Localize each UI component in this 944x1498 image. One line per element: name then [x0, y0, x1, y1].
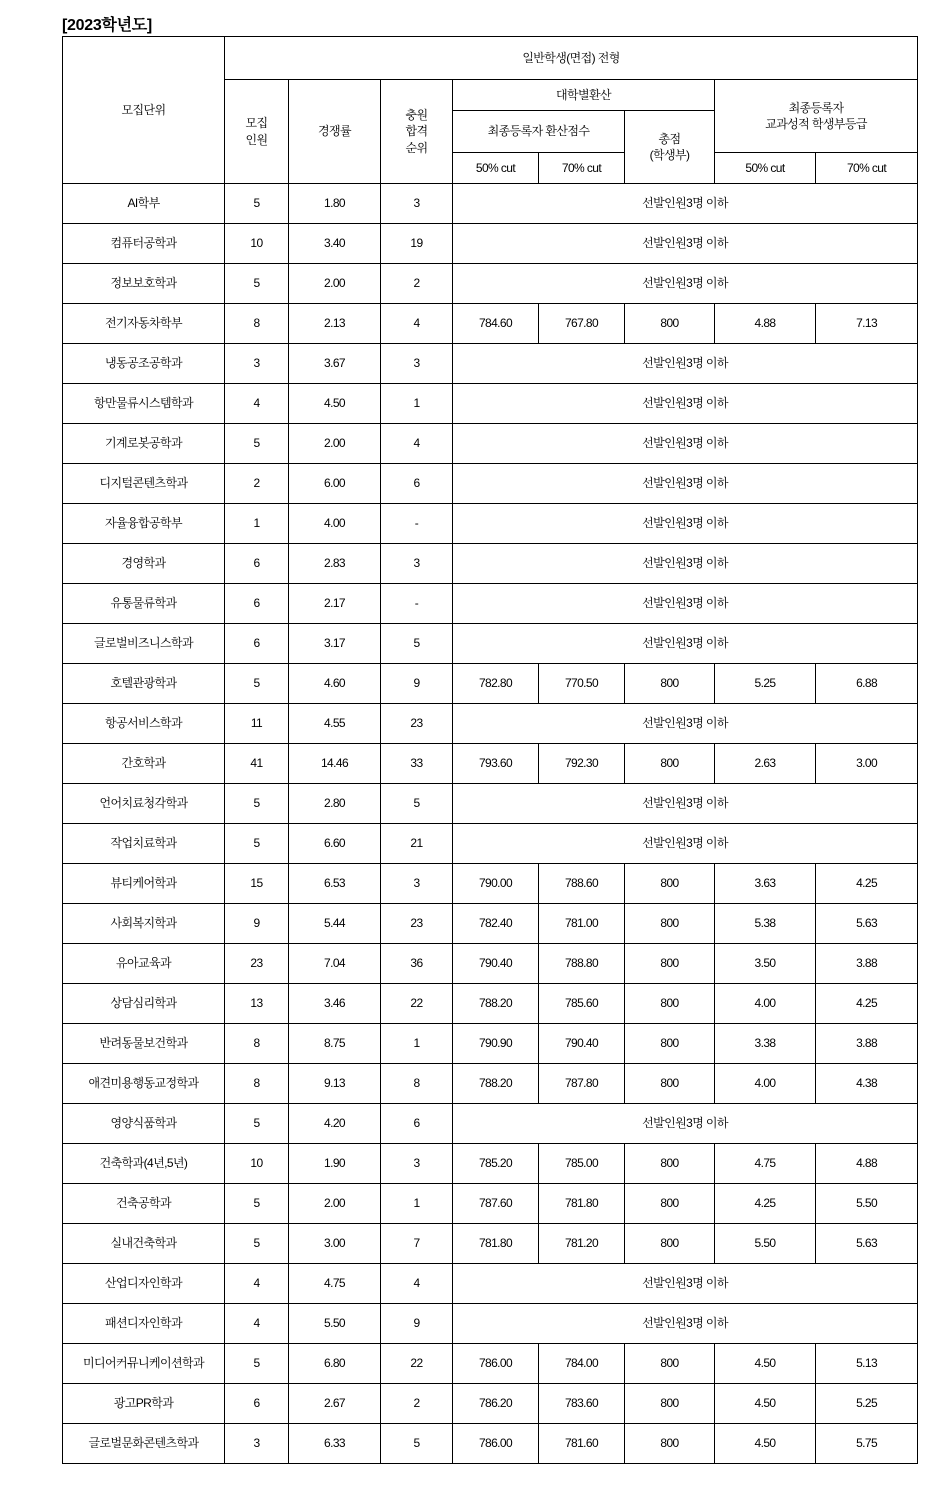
- cell-note: 선발인원3명 이하: [453, 384, 918, 424]
- cell-grade-cut70: 5.50: [816, 1184, 918, 1224]
- cell-quota: 6: [225, 624, 289, 664]
- cell-ratio: 2.17: [289, 584, 381, 624]
- table-row: [63, 704, 918, 744]
- header-final-grade-group: [715, 80, 918, 153]
- cell-quota: 2: [225, 464, 289, 504]
- cell-rank: 9: [381, 1304, 453, 1344]
- table-row: [63, 1424, 918, 1464]
- cell-ratio: 1.80: [289, 184, 381, 224]
- cell-ratio: 4.60: [289, 664, 381, 704]
- cell-quota: 5: [225, 664, 289, 704]
- cell-total: 800: [625, 944, 715, 984]
- table-row: [63, 1184, 918, 1224]
- cell-rank: -: [381, 504, 453, 544]
- table-row: [63, 624, 918, 664]
- cell-ratio: 4.00: [289, 504, 381, 544]
- cell-grade-cut50: 4.25: [715, 1184, 816, 1224]
- cell-rank: 23: [381, 904, 453, 944]
- cell-unit: 패션디자인학과: [63, 1304, 225, 1344]
- table-row: [63, 1064, 918, 1104]
- cell-unit: 상담심리학과: [63, 984, 225, 1024]
- cell-ratio: 7.04: [289, 944, 381, 984]
- cell-rank: 2: [381, 264, 453, 304]
- cell-unit: 영양식품학과: [63, 1104, 225, 1144]
- cell-cut50: 782.40: [453, 904, 539, 944]
- cell-quota: 8: [225, 1024, 289, 1064]
- cell-grade-cut50: 4.75: [715, 1144, 816, 1184]
- cell-total: 800: [625, 1344, 715, 1384]
- cell-total: 800: [625, 1384, 715, 1424]
- cell-quota: 9: [225, 904, 289, 944]
- page-title: [2023학년도]: [62, 17, 152, 34]
- cell-grade-cut70: 4.88: [816, 1144, 918, 1184]
- cell-ratio: 2.80: [289, 784, 381, 824]
- cell-grade-cut50: 4.00: [715, 1064, 816, 1104]
- cell-quota: 5: [225, 784, 289, 824]
- cell-ratio: 5.44: [289, 904, 381, 944]
- cell-unit: 미디어커뮤니케이션학과: [63, 1344, 225, 1384]
- cell-grade-cut50: 4.88: [715, 304, 816, 344]
- cell-grade-cut70: 4.25: [816, 864, 918, 904]
- table-row: [63, 1144, 918, 1184]
- cell-grade-cut50: 3.50: [715, 944, 816, 984]
- cell-rank: 33: [381, 744, 453, 784]
- cell-ratio: 6.33: [289, 1424, 381, 1464]
- cell-quota: 8: [225, 1064, 289, 1104]
- cell-note: 선발인원3명 이하: [453, 584, 918, 624]
- cell-unit: 애견미용행동교정학과: [63, 1064, 225, 1104]
- header-cut70: 70% cut: [539, 153, 625, 184]
- cell-ratio: 2.00: [289, 264, 381, 304]
- cell-quota: 5: [225, 264, 289, 304]
- cell-rank: 22: [381, 1344, 453, 1384]
- cell-quota: 11: [225, 704, 289, 744]
- table-row: [63, 504, 918, 544]
- cell-quota: 5: [225, 424, 289, 464]
- cell-grade-cut70: 3.00: [816, 744, 918, 784]
- table-row: [63, 584, 918, 624]
- cell-total: 800: [625, 864, 715, 904]
- cell-quota: 4: [225, 1304, 289, 1344]
- cell-ratio: 8.75: [289, 1024, 381, 1064]
- cell-rank: 3: [381, 544, 453, 584]
- header-final-grade-line2: 교과성적 학생부등급: [765, 117, 867, 131]
- cell-quota: 6: [225, 544, 289, 584]
- cell-note: 선발인원3명 이하: [453, 464, 918, 504]
- cell-total: 800: [625, 304, 715, 344]
- cell-rank: 6: [381, 1104, 453, 1144]
- cell-rank: 4: [381, 1264, 453, 1304]
- table-row: [63, 1344, 918, 1384]
- cell-rank: 8: [381, 1064, 453, 1104]
- table-row: [63, 744, 918, 784]
- cell-note: 선발인원3명 이하: [453, 1264, 918, 1304]
- cell-ratio: 2.67: [289, 1384, 381, 1424]
- cell-ratio: 1.90: [289, 1144, 381, 1184]
- cell-cut50: 784.60: [453, 304, 539, 344]
- cell-note: 선발인원3명 이하: [453, 184, 918, 224]
- cell-unit: 뷰티케어학과: [63, 864, 225, 904]
- cell-rank: 9: [381, 664, 453, 704]
- cell-grade-cut70: 5.75: [816, 1424, 918, 1464]
- cell-unit: AI학부: [63, 184, 225, 224]
- cell-cut70: 784.00: [539, 1344, 625, 1384]
- table-row: [63, 824, 918, 864]
- cell-grade-cut70: 3.88: [816, 1024, 918, 1064]
- header-quota-line1: 모집: [245, 116, 268, 131]
- cell-unit: 전기자동차학부: [63, 304, 225, 344]
- cell-note: 선발인원3명 이하: [453, 264, 918, 304]
- cell-rank: 21: [381, 824, 453, 864]
- cell-unit: 실내건축학과: [63, 1224, 225, 1264]
- cell-ratio: 14.46: [289, 744, 381, 784]
- cell-unit: 작업치료학과: [63, 824, 225, 864]
- cell-cut50: 781.80: [453, 1224, 539, 1264]
- cell-cut70: 785.60: [539, 984, 625, 1024]
- header-grade-cut50: 50% cut: [715, 153, 816, 184]
- cell-unit: 건축학과(4년,5년): [63, 1144, 225, 1184]
- cell-cut70: 788.60: [539, 864, 625, 904]
- cell-grade-cut70: 5.13: [816, 1344, 918, 1384]
- cell-grade-cut70: 4.25: [816, 984, 918, 1024]
- cell-unit: 언어치료청각학과: [63, 784, 225, 824]
- cell-rank: -: [381, 584, 453, 624]
- cell-cut50: 788.20: [453, 984, 539, 1024]
- header-ratio: 경쟁률: [289, 80, 381, 184]
- cell-cut70: 788.80: [539, 944, 625, 984]
- cell-rank: 3: [381, 1144, 453, 1184]
- cell-ratio: 6.80: [289, 1344, 381, 1384]
- cell-rank: 23: [381, 704, 453, 744]
- cell-ratio: 4.50: [289, 384, 381, 424]
- cell-grade-cut50: 5.38: [715, 904, 816, 944]
- cell-cut70: 785.00: [539, 1144, 625, 1184]
- cell-ratio: 2.83: [289, 544, 381, 584]
- cell-quota: 5: [225, 1344, 289, 1384]
- cell-quota: 8: [225, 304, 289, 344]
- cell-quota: 6: [225, 1384, 289, 1424]
- cell-cut70: 781.60: [539, 1424, 625, 1464]
- cell-note: 선발인원3명 이하: [453, 1104, 918, 1144]
- cell-grade-cut70: 4.38: [816, 1064, 918, 1104]
- header-total-score-line1: 총점: [658, 131, 681, 146]
- cell-unit: 광고PR학과: [63, 1384, 225, 1424]
- cell-grade-cut50: 4.00: [715, 984, 816, 1024]
- cell-cut70: 783.60: [539, 1384, 625, 1424]
- cell-total: 800: [625, 1184, 715, 1224]
- cell-quota: 5: [225, 184, 289, 224]
- table-header: [63, 37, 918, 184]
- table-row: [63, 1024, 918, 1064]
- cell-grade-cut50: 3.38: [715, 1024, 816, 1064]
- cell-cut70: 767.80: [539, 304, 625, 344]
- table-row: [63, 1104, 918, 1144]
- cell-unit: 유통물류학과: [63, 584, 225, 624]
- table-row: [63, 544, 918, 584]
- header-rank-line2: 합격: [405, 124, 428, 139]
- cell-unit: 간호학과: [63, 744, 225, 784]
- cell-note: 선발인원3명 이하: [453, 624, 918, 664]
- cell-rank: 3: [381, 864, 453, 904]
- cell-quota: 5: [225, 824, 289, 864]
- cell-ratio: 3.46: [289, 984, 381, 1024]
- cell-ratio: 3.17: [289, 624, 381, 664]
- table-row: [63, 224, 918, 264]
- cell-note: 선발인원3명 이하: [453, 824, 918, 864]
- cell-total: 800: [625, 744, 715, 784]
- table-row: [63, 1264, 918, 1304]
- cell-note: 선발인원3명 이하: [453, 704, 918, 744]
- header-rank-line1: 충원: [405, 108, 428, 123]
- header-total-score: [625, 111, 715, 184]
- cell-cut50: 793.60: [453, 744, 539, 784]
- cell-total: 800: [625, 1424, 715, 1464]
- cell-cut70: 792.30: [539, 744, 625, 784]
- cell-rank: 7: [381, 1224, 453, 1264]
- cell-rank: 1: [381, 384, 453, 424]
- cell-rank: 4: [381, 304, 453, 344]
- cell-unit: 호텔관광학과: [63, 664, 225, 704]
- cell-quota: 5: [225, 1104, 289, 1144]
- cell-unit: 건축공학과: [63, 1184, 225, 1224]
- cell-ratio: 4.55: [289, 704, 381, 744]
- cell-quota: 15: [225, 864, 289, 904]
- cell-note: 선발인원3명 이하: [453, 504, 918, 544]
- cell-note: 선발인원3명 이하: [453, 1304, 918, 1344]
- header-cut50: 50% cut: [453, 153, 539, 184]
- cell-note: 선발인원3명 이하: [453, 224, 918, 264]
- cell-ratio: 3.00: [289, 1224, 381, 1264]
- cell-quota: 41: [225, 744, 289, 784]
- cell-quota: 23: [225, 944, 289, 984]
- cell-rank: 36: [381, 944, 453, 984]
- cell-rank: 5: [381, 1424, 453, 1464]
- cell-unit: 컴퓨터공학과: [63, 224, 225, 264]
- cell-ratio: 2.00: [289, 424, 381, 464]
- table-row: [63, 1304, 918, 1344]
- cell-total: 800: [625, 1224, 715, 1264]
- cell-cut50: 786.00: [453, 1344, 539, 1384]
- cell-cut50: 790.00: [453, 864, 539, 904]
- cell-grade-cut70: 5.63: [816, 1224, 918, 1264]
- header-rank-line3: 순위: [405, 140, 428, 155]
- cell-cut50: 787.60: [453, 1184, 539, 1224]
- cell-unit: 반려동물보건학과: [63, 1024, 225, 1064]
- cell-rank: 6: [381, 464, 453, 504]
- cell-cut70: 770.50: [539, 664, 625, 704]
- cell-grade-cut70: 5.25: [816, 1384, 918, 1424]
- cell-ratio: 9.13: [289, 1064, 381, 1104]
- cell-rank: 1: [381, 1184, 453, 1224]
- cell-grade-cut50: 5.50: [715, 1224, 816, 1264]
- cell-grade-cut70: 6.88: [816, 664, 918, 704]
- cell-grade-cut50: 3.63: [715, 864, 816, 904]
- cell-total: 800: [625, 664, 715, 704]
- cell-rank: 22: [381, 984, 453, 1024]
- cell-grade-cut50: 2.63: [715, 744, 816, 784]
- table-row: [63, 1224, 918, 1264]
- cell-note: 선발인원3명 이하: [453, 544, 918, 584]
- table-row: [63, 864, 918, 904]
- cell-cut50: 786.20: [453, 1384, 539, 1424]
- cell-unit: 기계로봇공학과: [63, 424, 225, 464]
- table-row: [63, 424, 918, 464]
- cell-grade-cut50: 4.50: [715, 1384, 816, 1424]
- header-quota-line2: 인원: [245, 132, 268, 147]
- cell-ratio: 4.75: [289, 1264, 381, 1304]
- cell-cut50: 782.80: [453, 664, 539, 704]
- cell-ratio: 6.00: [289, 464, 381, 504]
- cell-cut50: 785.20: [453, 1144, 539, 1184]
- cell-ratio: 6.60: [289, 824, 381, 864]
- header-quota: [225, 80, 289, 184]
- header-conversion-group: 대학별환산: [453, 80, 715, 111]
- cell-cut50: 790.40: [453, 944, 539, 984]
- cell-cut70: 781.20: [539, 1224, 625, 1264]
- table-row: [63, 264, 918, 304]
- cell-rank: 3: [381, 184, 453, 224]
- cell-unit: 항만물류시스템학과: [63, 384, 225, 424]
- cell-unit: 사회복지학과: [63, 904, 225, 944]
- cell-quota: 4: [225, 1264, 289, 1304]
- cell-rank: 5: [381, 784, 453, 824]
- table-row: [63, 464, 918, 504]
- table-row: [63, 304, 918, 344]
- cell-ratio: 4.20: [289, 1104, 381, 1144]
- table-row: [63, 944, 918, 984]
- cell-ratio: 6.53: [289, 864, 381, 904]
- table-row: [63, 984, 918, 1024]
- cell-total: 800: [625, 1064, 715, 1104]
- header-rank: [381, 80, 453, 184]
- cell-unit: 정보보호학과: [63, 264, 225, 304]
- cell-quota: 4: [225, 384, 289, 424]
- cell-rank: 3: [381, 344, 453, 384]
- header-converted-score: 최종등록자 환산점수: [453, 111, 625, 153]
- cell-unit: 글로벌비즈니스학과: [63, 624, 225, 664]
- cell-note: 선발인원3명 이하: [453, 344, 918, 384]
- cell-note: 선발인원3명 이하: [453, 784, 918, 824]
- cell-rank: 1: [381, 1024, 453, 1064]
- cell-cut70: 787.80: [539, 1064, 625, 1104]
- cell-unit: 산업디자인학과: [63, 1264, 225, 1304]
- cell-grade-cut70: 5.63: [816, 904, 918, 944]
- cell-quota: 10: [225, 224, 289, 264]
- cell-ratio: 3.40: [289, 224, 381, 264]
- cell-quota: 6: [225, 584, 289, 624]
- cell-unit: 글로벌문화콘텐츠학과: [63, 1424, 225, 1464]
- cell-total: 800: [625, 904, 715, 944]
- table-row: [63, 904, 918, 944]
- cell-quota: 5: [225, 1184, 289, 1224]
- table-body: [63, 184, 918, 1464]
- cell-total: 800: [625, 984, 715, 1024]
- cell-unit: 디지털콘텐츠학과: [63, 464, 225, 504]
- cell-ratio: 2.00: [289, 1184, 381, 1224]
- table-row: [63, 344, 918, 384]
- cell-note: 선발인원3명 이하: [453, 424, 918, 464]
- cell-quota: 1: [225, 504, 289, 544]
- cell-unit: 냉동공조공학과: [63, 344, 225, 384]
- cell-grade-cut70: 7.13: [816, 304, 918, 344]
- cell-cut50: 790.90: [453, 1024, 539, 1064]
- cell-grade-cut50: 5.25: [715, 664, 816, 704]
- cell-total: 800: [625, 1144, 715, 1184]
- cell-unit: 항공서비스학과: [63, 704, 225, 744]
- cell-quota: 5: [225, 1224, 289, 1264]
- cell-rank: 19: [381, 224, 453, 264]
- cell-cut50: 788.20: [453, 1064, 539, 1104]
- cell-cut70: 781.00: [539, 904, 625, 944]
- cell-quota: 3: [225, 344, 289, 384]
- header-grade-cut70: 70% cut: [816, 153, 918, 184]
- cell-grade-cut70: 3.88: [816, 944, 918, 984]
- cell-cut50: 786.00: [453, 1424, 539, 1464]
- cell-unit: 경영학과: [63, 544, 225, 584]
- cell-cut70: 790.40: [539, 1024, 625, 1064]
- cell-rank: 5: [381, 624, 453, 664]
- cell-quota: 10: [225, 1144, 289, 1184]
- cell-quota: 13: [225, 984, 289, 1024]
- cell-rank: 2: [381, 1384, 453, 1424]
- table-row: [63, 384, 918, 424]
- cell-rank: 4: [381, 424, 453, 464]
- table-row: [63, 1384, 918, 1424]
- table-row: [63, 184, 918, 224]
- table-row: [63, 664, 918, 704]
- cell-ratio: 2.13: [289, 304, 381, 344]
- cell-quota: 3: [225, 1424, 289, 1464]
- table-row: [63, 784, 918, 824]
- cell-grade-cut50: 4.50: [715, 1344, 816, 1384]
- cell-unit: 유아교육과: [63, 944, 225, 984]
- cell-grade-cut50: 4.50: [715, 1424, 816, 1464]
- admission-result-table: [62, 36, 918, 1464]
- header-admission-type: 일반학생(면접) 전형: [225, 37, 918, 80]
- cell-cut70: 781.80: [539, 1184, 625, 1224]
- header-unit: 모집단위: [63, 37, 225, 184]
- header-row-1: [63, 37, 918, 80]
- header-total-score-line2: (학생부): [649, 148, 690, 162]
- cell-total: 800: [625, 1024, 715, 1064]
- cell-unit: 자율융합공학부: [63, 504, 225, 544]
- cell-ratio: 5.50: [289, 1304, 381, 1344]
- cell-ratio: 3.67: [289, 344, 381, 384]
- header-final-grade-line1: 최종등록자: [788, 100, 844, 115]
